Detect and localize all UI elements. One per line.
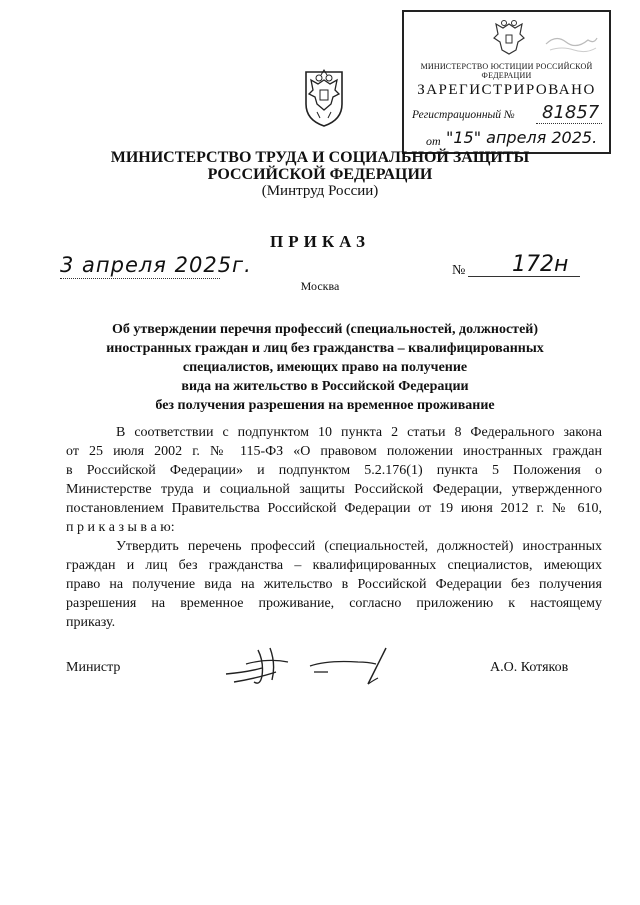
number-label: № [452, 263, 466, 278]
signer-name: А.О. Котяков [490, 660, 569, 675]
order-date: 3 апреля 2025г. [60, 253, 252, 277]
stamp-reg-number: 81857 [542, 102, 600, 123]
number-underline [468, 276, 580, 277]
paragraph-line: Министерстве труда и социальной защиты Российской Федерации, утвержденного [66, 482, 602, 497]
document-title: ПРИКАЗ [270, 232, 370, 251]
stamp-status: ЗАРЕГИСТРИРОВАНО [417, 82, 596, 98]
stamp-date-value: "15" апреля 2025. [446, 128, 598, 147]
paragraph-line: В соответствии с подпунктом 10 пункта 2 статьи 8 Федерального закона [116, 425, 602, 440]
paragraph-line: Утвердить перечень профессий (специальностей, должностей) иностранных [116, 539, 602, 554]
ministry-name-line1: МИНИСТЕРСТВО ТРУДА И СОЦИАЛЬНОЙ ЗАЩИТЫ [110, 149, 530, 166]
heading-line: без получения разрешения на временное проживание [155, 398, 495, 413]
heading-line: Об утверждении перечня профессий (специальностей, должностей) [111, 322, 539, 337]
signature-icon [218, 642, 398, 690]
order-paragraph [66, 537, 602, 632]
ministry-short-name: (Минтруд России) [261, 183, 379, 199]
stamp-emblem-icon [492, 18, 526, 58]
city: Москва [300, 279, 340, 293]
heading-line: специалистов, имеющих право на получение [182, 360, 468, 375]
heading-line: иностранных граждан и лиц без гражданства – квалифицированных [106, 341, 544, 356]
order-heading [90, 320, 560, 415]
paragraph-line: в Российской Федерации» и подпунктом 5.2.176(1) пункта 5 Положения о [66, 463, 602, 478]
paragraph-line: приказу. [66, 615, 116, 630]
emblem-icon [300, 66, 348, 128]
paragraph-line: постановлением Правительства Российской Федерации от 19 июня 2012 г. № 610, [66, 501, 602, 516]
heading-line: вида на жительство в Российской Федерации [181, 379, 469, 394]
paragraph-line: разрешения на временное проживание, согласно приложению к настоящему [66, 596, 602, 611]
signer-position: Министр [66, 660, 121, 675]
stamp-ministry: МИНИСТЕРСТВО ЮСТИЦИИ РОССИЙСКОЙ ФЕДЕРАЦИИ [420, 62, 593, 80]
stamp-smudge [544, 26, 599, 56]
paragraph-line: граждан и лиц без гражданства – квалифицированных специалистов, имеющих [66, 558, 602, 573]
stamp-reg-underline [536, 123, 602, 124]
stamp-date-prefix: от [426, 134, 441, 148]
ministry-name-line2: РОССИЙСКОЙ ФЕДЕРАЦИИ [207, 166, 433, 183]
registration-stamp [402, 10, 611, 154]
order-number: 172н [512, 252, 569, 277]
stamp-reg-label: Регистрационный № [412, 109, 515, 121]
paragraph-line: право на получение вида на жительство в Российской Федерации без получения [66, 577, 602, 592]
directive: п р и к а з ы в а ю: [66, 520, 175, 535]
preamble-paragraph [66, 423, 602, 537]
paragraph-line: от 25 июля 2002 г. № 115-ФЗ «О правовом положении иностранных граждан [66, 444, 602, 459]
